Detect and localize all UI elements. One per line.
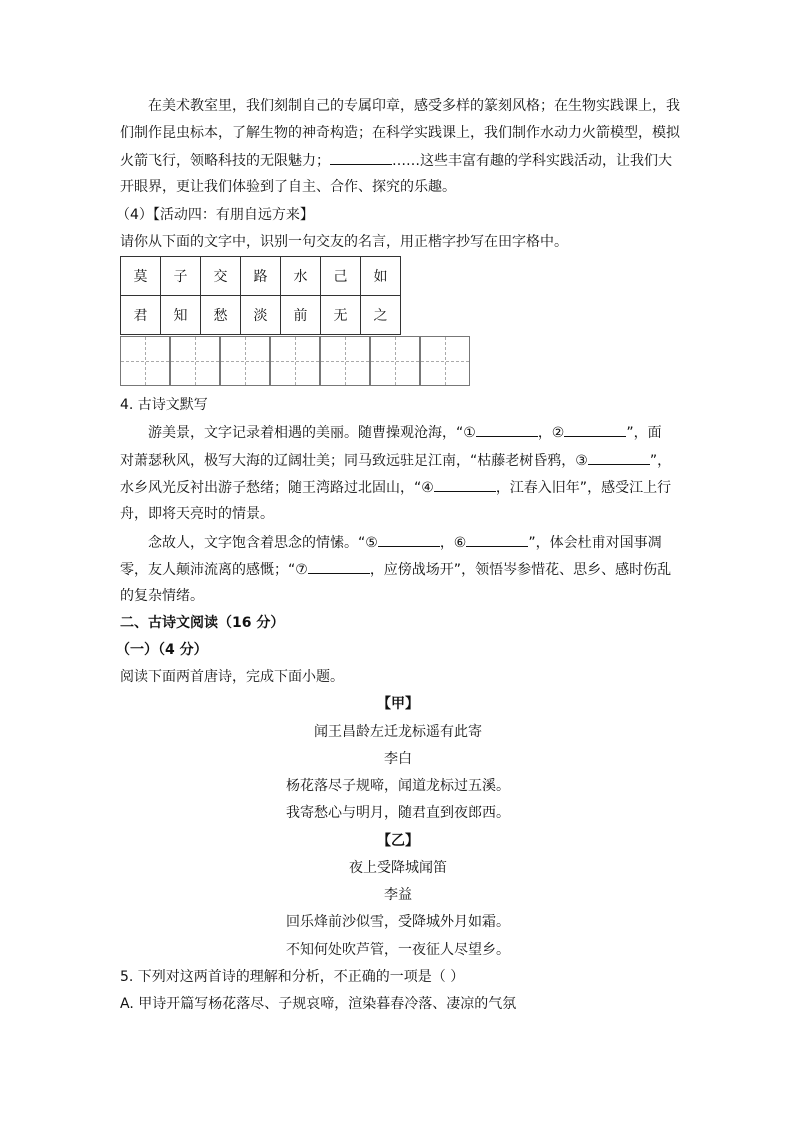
poem-b-author: 李益 [384,887,412,903]
para1-line2: 们制作昆虫标本，了解生物的神奇构造；在科学实践课上，我们制作水动力火箭模型，模拟 [120,125,680,141]
char-cell: 交 [201,257,241,296]
q4-text: ，应傍战场开”，领悟岑参惜花、思乡、感时伤乱 [369,562,672,578]
q4-p1-line3 [120,477,671,497]
q4-text: 零，友人颠沛流离的感慨；“⑦ [120,562,308,578]
tianzige-cell[interactable] [320,336,370,386]
q4-p1-line4: 舟，即将天亮时的情景。 [120,506,274,522]
poem-a-line1: 杨花落尽子规啼，闻道龙标过五溪。 [286,778,510,794]
q4-p2-line1 [148,532,662,552]
q4-heading: 4. 古诗文默写 [120,397,208,413]
section2-instruction: 阅读下面两首唐诗，完成下面小题。 [120,669,344,685]
character-table [120,256,401,335]
poem-b-line1: 回乐烽前沙似雪，受降城外月如霜。 [286,914,510,930]
para1-line3-start: 火箭飞行，领略科技的无限魅力； [120,153,330,169]
tianzige-cell[interactable] [120,336,170,386]
tianzige-cell[interactable] [170,336,220,386]
poem-b-label: 【乙】 [377,833,419,849]
char-cell: 知 [161,296,201,335]
para1-line4: 开眼界，更让我们体验到了自主、合作、探究的乐趣。 [120,179,456,195]
poem-a-label: 【甲】 [377,696,419,712]
q5-stem: 5. 下列对这两首诗的理解和分析，不正确的一项是（ ） [120,969,465,985]
character-row-2 [121,296,401,335]
answer-blank-6[interactable] [466,532,528,547]
char-cell: 如 [361,257,401,296]
tianzige-cell[interactable] [420,336,470,386]
q4-p2-line2 [120,559,671,579]
answer-blank-2[interactable] [564,422,626,437]
q4-p1-line1 [148,422,662,442]
q4-p1-line2 [120,450,671,470]
char-cell: 前 [281,296,321,335]
section2-title: 二、古诗文阅读（16 分） [120,615,285,631]
tianzige-cell[interactable] [220,336,270,386]
q4-text: ，江春入旧年”，感受江上行 [495,480,672,496]
q4-text: ，⑥ [439,535,467,551]
char-cell: 无 [321,296,361,335]
poem-a-line2: 我寄愁心与明月，随君直到夜郎西。 [286,805,510,821]
answer-blank[interactable] [330,150,392,165]
char-cell: 子 [161,257,201,296]
char-cell: 路 [241,257,281,296]
q4-p2-line3: 的复杂情绪。 [120,588,204,604]
char-cell: 之 [361,296,401,335]
para1-line3-end: ……这些丰富有趣的学科实践活动，让我们大 [392,153,672,169]
q4-text: 游美景，文字记录着相遇的美丽。随曹操观沧海，“① [148,425,476,441]
para1-line3 [120,150,672,170]
q4-text: 水乡风光反衬出游子愁绪；随王湾路过北固山，“④ [120,480,434,496]
q4-text: 念故人，文字饱含着思念的情愫。“⑤ [148,535,378,551]
q4-text: ，② [537,425,565,441]
character-row-1 [121,257,401,296]
answer-blank-4[interactable] [434,477,496,492]
activity4-instruction: 请你从下面的文字中，识别一句交友的名言，用正楷字抄写在田字格中。 [120,234,568,250]
char-cell: 愁 [201,296,241,335]
para1-line1: 在美术教室里，我们刻制自己的专属印章，感受多样的篆刻风格；在生物实践课上，我 [148,98,680,114]
char-cell: 水 [281,257,321,296]
poem-a-author: 李白 [384,751,412,767]
tianzige-cell[interactable] [370,336,420,386]
activity4-title: （4）【活动四：有朋自远方来】 [116,207,314,223]
answer-blank-7[interactable] [308,559,370,574]
poem-b-line2: 不知何处吹芦管，一夜征人尽望乡。 [286,942,510,958]
answer-blank-3[interactable] [588,450,650,465]
poem-b-title: 夜上受降城闻笛 [349,860,447,876]
answer-blank-5[interactable] [378,532,440,547]
char-cell: 莫 [121,257,161,296]
char-cell: 淡 [241,296,281,335]
poem-a-title: 闻王昌龄左迁龙标遥有此寄 [314,724,482,740]
q4-text: ”，体会杜甫对国事凋 [528,535,662,551]
answer-blank-1[interactable] [476,422,538,437]
q4-text: ”，面 [626,425,662,441]
q4-text: 对萧瑟秋风，极写大海的辽阔壮美；同马致远驻足江南，“枯藤老树昏鸦，③ [120,453,588,469]
tianzige-cell[interactable] [270,336,320,386]
q4-text: ”， [649,453,672,469]
section2-sub: （一）（4 分） [116,642,208,658]
q5-option-a[interactable]: A. 甲诗开篇写杨花落尽、子规哀啼，渲染暮春冷落、凄凉的气氛 [120,996,517,1012]
char-cell: 君 [121,296,161,335]
char-cell: 己 [321,257,361,296]
